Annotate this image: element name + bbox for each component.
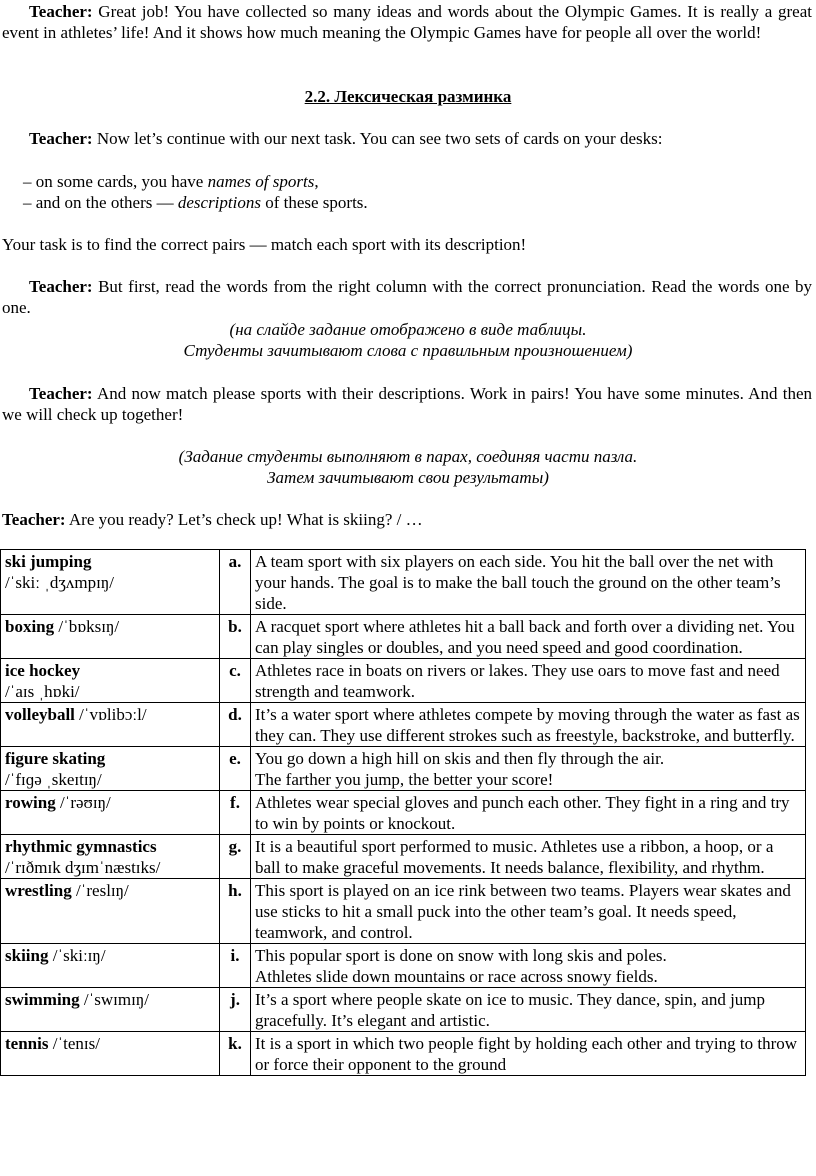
- option-letter: h.: [220, 879, 251, 944]
- pronunciation-paragraph: [2, 276, 812, 318]
- sport-cell: [1, 615, 220, 659]
- speaker-label: Teacher:: [29, 129, 93, 148]
- pronunciation-text: But first, read the words from the right column with the correct pronunciation. Read the words one by one.: [2, 277, 813, 317]
- stage-direction: Затем зачитывают свои результаты): [267, 468, 549, 487]
- matching-table: [0, 549, 806, 1076]
- sport-transcription: /ˈaɪs ˌhɒki/: [5, 682, 80, 701]
- sport-transcription: /ˈreslɪŋ/: [76, 881, 129, 900]
- option-letter: d.: [220, 703, 251, 747]
- description-text: It is a beautiful sport performed to music. Athletes use a ribbon, a hoop, or a ball to make graceful movements. It needs balance, flexibility, and rhythm.: [255, 837, 774, 877]
- sport-cell: [1, 791, 220, 835]
- sport-transcription: /ˈswɪmɪŋ/: [83, 990, 149, 1009]
- sport-transcription: /ˈfɪɡə ˌskeɪtɪŋ/: [5, 770, 102, 789]
- option-letter: c.: [220, 659, 251, 703]
- description-cell: [251, 1032, 806, 1076]
- table-row: [1, 835, 806, 879]
- sport-name: boxing: [5, 617, 55, 636]
- sport-transcription: /ˈrəʊɪŋ/: [59, 793, 111, 812]
- description-text: Athletes race in boats on rivers or lakes. They use oars to move fast and need strength and teamwork.: [255, 661, 780, 701]
- description-text: It’s a sport where people skate on ice to music. They dance, spin, and jump gracefully. It’s elegant and artistic.: [255, 990, 766, 1030]
- check-paragraph: [2, 509, 812, 530]
- task-paragraph: [2, 128, 812, 149]
- option-letter: j.: [220, 988, 251, 1032]
- description-cell: [251, 988, 806, 1032]
- sport-transcription: /ˈtenɪs/: [52, 1034, 100, 1053]
- table-row: [1, 550, 806, 615]
- table-row: [1, 659, 806, 703]
- section-heading: 2.2. Лексическая разминка: [304, 87, 512, 106]
- sport-transcription: /ˈskiːɪŋ/: [52, 946, 106, 965]
- sport-transcription: /ˈskiː ˌdʒʌmpɪŋ/: [5, 573, 114, 592]
- description-cell: [251, 615, 806, 659]
- sport-cell: [1, 550, 220, 615]
- sport-name: figure skating: [5, 749, 106, 768]
- speaker-label: Teacher:: [2, 510, 66, 529]
- sport-transcription: /ˈbɒksɪŋ/: [58, 617, 120, 636]
- stage-direction: (на слайде задание отображено в виде таблицы.: [229, 320, 587, 339]
- sport-cell: [1, 835, 220, 879]
- speaker-label: Teacher:: [29, 384, 93, 403]
- description-cell: [251, 835, 806, 879]
- task-text: Now let’s continue with our next task. You can see two sets of cards on your desks:: [96, 129, 663, 148]
- option-letter: b.: [220, 615, 251, 659]
- speaker-label: Teacher:: [29, 2, 93, 21]
- sport-name: tennis: [5, 1034, 49, 1053]
- sport-cell: [1, 879, 220, 944]
- matching-text: And now match please sports with their descriptions. Work in pairs! You have some minutes. And then we will check up together!: [2, 384, 813, 424]
- sport-name: skiing: [5, 946, 49, 965]
- table-row: [1, 988, 806, 1032]
- option-letter: a.: [220, 550, 251, 615]
- sport-cell: [1, 747, 220, 791]
- stage-direction: (Задание студенты выполняют в парах, соединяя части пазла.: [178, 447, 638, 466]
- sport-cell: [1, 659, 220, 703]
- description-cell: [251, 703, 806, 747]
- description-text: It is a sport in which two people fight by holding each other and trying to throw or force their opponent to the ground: [255, 1034, 798, 1074]
- description-cell: [251, 550, 806, 615]
- emphasis-text: names of sports: [207, 172, 315, 191]
- description-text: Athletes wear special gloves and punch each other. They fight in a ring and try to win by points or knockout.: [255, 793, 790, 833]
- table-row: [1, 703, 806, 747]
- description-text: You go down a high hill on skis and then fly through the air.: [255, 749, 665, 768]
- option-letter: g.: [220, 835, 251, 879]
- table-row: [1, 747, 806, 791]
- option-letter: f.: [220, 791, 251, 835]
- description-text: It’s a water sport where athletes compete by moving through the water as fast as they can. They use different strokes such as freestyle, backstroke, and butterfly.: [255, 705, 800, 745]
- option-letter: k.: [220, 1032, 251, 1076]
- sport-name: wrestling: [5, 881, 72, 900]
- sport-transcription: /ˈrɪðmɪk dʒɪmˈnæstɪks/: [5, 858, 161, 877]
- description-text: This popular sport is done on snow with long skis and poles.: [255, 946, 667, 965]
- speaker-label: Teacher:: [29, 277, 93, 296]
- table-row: [1, 615, 806, 659]
- table-row: [1, 791, 806, 835]
- sport-name: swimming: [5, 990, 80, 1009]
- description-text: A racquet sport where athletes hit a ball back and forth over a dividing net. You can play singles or doubles, and you need speed and good coordination.: [255, 617, 795, 657]
- matching-paragraph: [2, 383, 812, 425]
- emphasis-text: descriptions: [177, 193, 261, 212]
- sport-cell: [1, 1032, 220, 1076]
- check-text: Are you ready? Let’s check up! What is skiing? / …: [68, 510, 423, 529]
- task-instruction: Your task is to find the correct pairs — match each sport with its description!: [2, 235, 527, 254]
- matching-table-body: [1, 550, 806, 1076]
- table-row: [1, 944, 806, 988]
- sport-transcription: /ˈvɒlibɔːl/: [79, 705, 147, 724]
- table-row: [1, 879, 806, 944]
- description-text: The farther you jump, the better your score!: [255, 770, 554, 789]
- description-cell: [251, 791, 806, 835]
- table-row: [1, 1032, 806, 1076]
- description-cell: [251, 879, 806, 944]
- sport-cell: [1, 988, 220, 1032]
- option-letter: i.: [220, 944, 251, 988]
- stage-direction: Студенты зачитывают слова с правильным произношением): [183, 341, 633, 360]
- sport-name: rowing: [5, 793, 56, 812]
- description-cell: [251, 747, 806, 791]
- sport-cell: [1, 944, 220, 988]
- intro-paragraph: [2, 1, 812, 43]
- description-text: Athletes slide down mountains or race across snowy fields.: [255, 967, 658, 986]
- bullet-names-of-sports: – on some cards, you have names of sports,: [23, 172, 319, 191]
- description-cell: [251, 659, 806, 703]
- description-text: This sport is played on an ice rink between two teams. Players wear skates and use sticks to hit a small puck into the other team’s goal. It needs speed, teamwork, and control.: [255, 881, 791, 942]
- sport-name: ski jumping: [5, 552, 92, 571]
- description-cell: [251, 944, 806, 988]
- intro-text: Great job! You have collected so many ideas and words about the Olympic Games. It is really a great event in athletes’ life! And it shows how much meaning the Olympic Games have for people all over the world!: [2, 2, 812, 42]
- sport-name: ice hockey: [5, 661, 81, 680]
- bullet-descriptions: – and on the others — descriptions of these sports.: [23, 193, 368, 212]
- sport-cell: [1, 703, 220, 747]
- sport-name: volleyball: [5, 705, 75, 724]
- description-text: A team sport with six players on each side. You hit the ball over the net with your hands. The goal is to make the ball touch the ground on the other team’s side.: [255, 552, 781, 613]
- sport-name: rhythmic gymnastics: [5, 837, 157, 856]
- option-letter: e.: [220, 747, 251, 791]
